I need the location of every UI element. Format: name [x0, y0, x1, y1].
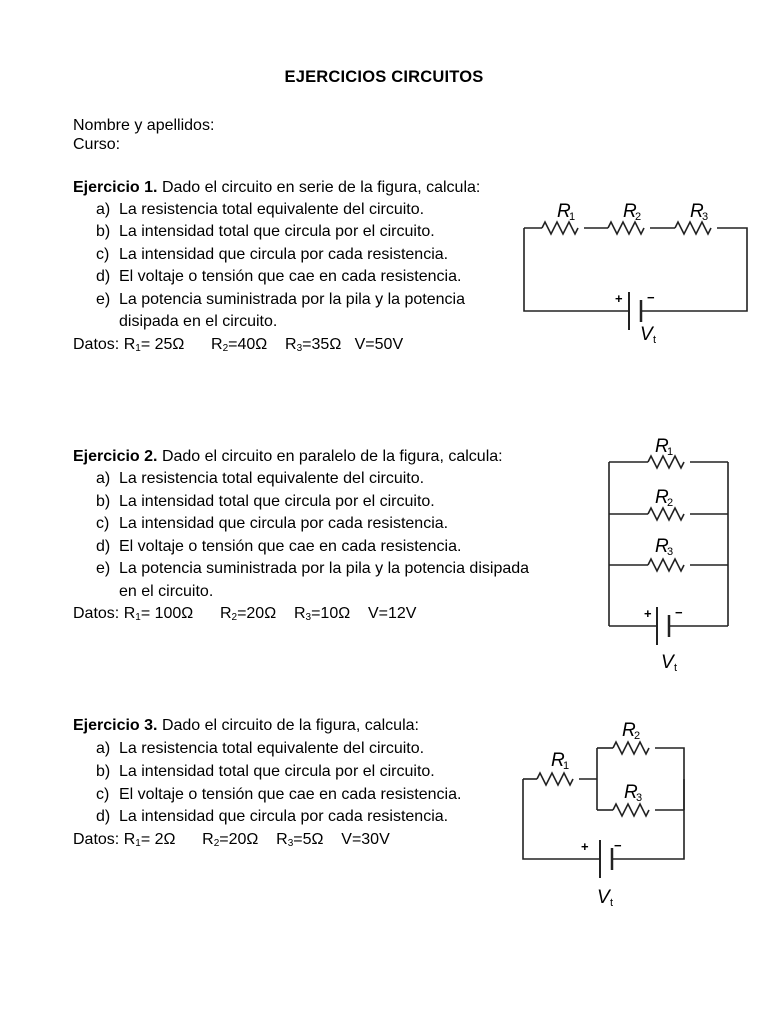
plus-sign: + — [615, 291, 623, 306]
item-text: La intensidad que circula por cada resistencia. — [119, 246, 449, 263]
label-r2-sub: 2 — [635, 211, 642, 223]
sub: 3 — [305, 612, 312, 623]
label-r1: R — [551, 750, 565, 771]
item-text: La resistencia total equivalente del circuito. — [119, 740, 425, 757]
plus-sign: + — [644, 606, 652, 621]
datos-prefix: Datos: R — [73, 831, 136, 848]
exercise-3-intro: Dado el circuito de la figura, calcula: — [157, 717, 419, 734]
label-vt: V — [661, 652, 674, 673]
label-r2-sub: 2 — [667, 497, 674, 509]
course-label: Curso: — [73, 136, 121, 153]
item-text: La resistencia total equivalente del circuito. — [119, 201, 425, 218]
sub: 3 — [296, 343, 303, 354]
datos-r2: =40Ω — [228, 336, 268, 353]
sub: 1 — [135, 612, 141, 623]
item-text: El voltaje o tensión que cae en cada resistencia. — [119, 268, 462, 285]
datos-r1: = 2Ω — [140, 831, 176, 848]
label-r1-sub: 1 — [667, 446, 674, 458]
sub: 2 — [213, 838, 220, 849]
minus-sign: − — [647, 290, 655, 305]
label-vt-sub: t — [674, 662, 678, 674]
datos-v: V=50V — [354, 336, 404, 353]
item-text: La potencia suministrada por la pila y la potencia disipada — [119, 560, 530, 577]
datos-prefix: Datos: R — [73, 605, 136, 622]
label-r2: R — [655, 487, 669, 508]
label-r3-sub: 3 — [636, 792, 643, 804]
item-text: La potencia suministrada por la pila y la potencia — [119, 291, 465, 308]
datos-prefix: Datos: R — [73, 336, 136, 353]
label-r1-sub: 1 — [563, 760, 570, 772]
exercise-1-heading: Ejercicio 1. — [73, 179, 158, 196]
item-text: La intensidad que circula por cada resistencia. — [119, 515, 449, 532]
datos-v: V=12V — [367, 605, 417, 622]
label-vt: V — [640, 324, 653, 345]
sub: 1 — [135, 343, 141, 354]
exercise-2-datos: Datos: $R_1= 100\Omega$ $R_2=20\Omega$ $R_3=10\Omega$ V=12V — [73, 605, 417, 623]
sub: 2 — [231, 612, 238, 623]
item-label: b) — [96, 493, 111, 510]
item-label: e) — [96, 291, 111, 308]
plus-sign: + — [581, 839, 589, 854]
label-vt: V — [597, 887, 610, 908]
label-r1: R — [557, 201, 571, 222]
page-title: EJERCICIOS CIRCUITOS — [284, 68, 484, 86]
resistor-r2 — [613, 742, 649, 754]
item-text: La intensidad total que circula por el circuito. — [119, 223, 435, 240]
datos-r1: = 100Ω — [140, 605, 194, 622]
exercise-1-datos: Datos: $R_1= 25\Omega$ $R_2=40\Omega$ $R_3=35\Omega$ V=50V — [73, 336, 404, 354]
item-label: a) — [96, 740, 111, 757]
label-r3-sub: 3 — [702, 211, 709, 223]
datos-r2: =20Ω — [237, 605, 277, 622]
sub: 2 — [222, 343, 229, 354]
wire — [655, 748, 684, 810]
datos-v: V=30V — [341, 831, 390, 848]
label-r2: R — [623, 201, 637, 222]
exercise-3-heading: Ejercicio 3. — [73, 717, 158, 734]
item-label: b) — [96, 763, 111, 780]
label-r1-sub: 1 — [569, 211, 576, 223]
name-label: Nombre y apellidos: — [73, 117, 215, 134]
minus-sign: − — [614, 838, 622, 853]
label-r3-sub: 3 — [667, 546, 674, 558]
exercise-3-datos: Datos: $R_1= 2\Omega$ $R_2=20\Omega$ $R_3=5\Omega$ V=30V — [73, 831, 390, 849]
label-r3: R — [690, 201, 704, 222]
datos-r3: =35Ω — [302, 336, 342, 353]
item-label: b) — [96, 223, 111, 240]
resistor-r3 — [613, 804, 649, 816]
exercise-1-item-e-cont: disipada en el circuito. — [119, 313, 278, 330]
minus-sign: − — [675, 605, 683, 620]
item-text: La intensidad que circula por cada resistencia. — [119, 808, 449, 825]
item-label: d) — [96, 538, 111, 555]
item-label: d) — [96, 808, 111, 825]
datos-r3: =10Ω — [311, 605, 351, 622]
exercise-2-item-e-cont: en el circuito. — [119, 583, 214, 600]
label-r3: R — [655, 536, 669, 557]
sub: 3 — [287, 838, 294, 849]
sub: 1 — [135, 838, 141, 849]
item-label: e) — [96, 560, 111, 577]
datos-r2: =20Ω — [219, 831, 259, 848]
resistor-r1 — [537, 773, 573, 785]
label-r2-sub: 2 — [634, 730, 641, 742]
exercise-2-intro: Dado el circuito en paralelo de la figura, calcula: — [157, 448, 503, 465]
label-r2: R — [622, 720, 636, 741]
item-label: d) — [96, 268, 111, 285]
label-vt-sub: t — [653, 334, 657, 346]
label-r3: R — [624, 782, 638, 803]
label-r1: R — [655, 436, 669, 457]
datos-r1: = 25Ω — [140, 336, 185, 353]
datos-r3: =5Ω — [293, 831, 324, 848]
item-text: La intensidad total que circula por el circuito. — [119, 493, 435, 510]
exercise-1-intro: Dado el circuito en serie de la figura, calcula: — [157, 179, 481, 196]
wire — [612, 779, 684, 859]
item-label: c) — [96, 786, 110, 803]
exercise-2-heading: Ejercicio 2. — [73, 448, 158, 465]
item-label: a) — [96, 470, 111, 487]
item-text: El voltaje o tensión que cae en cada resistencia. — [119, 786, 462, 803]
item-text: La resistencia total equivalente del circuito. — [119, 470, 425, 487]
item-label: c) — [96, 515, 110, 532]
item-label: a) — [96, 201, 111, 218]
item-label: c) — [96, 246, 110, 263]
item-text: El voltaje o tensión que cae en cada resistencia. — [119, 538, 462, 555]
item-text: La intensidad total que circula por el circuito. — [119, 763, 435, 780]
label-vt-sub: t — [610, 897, 614, 909]
